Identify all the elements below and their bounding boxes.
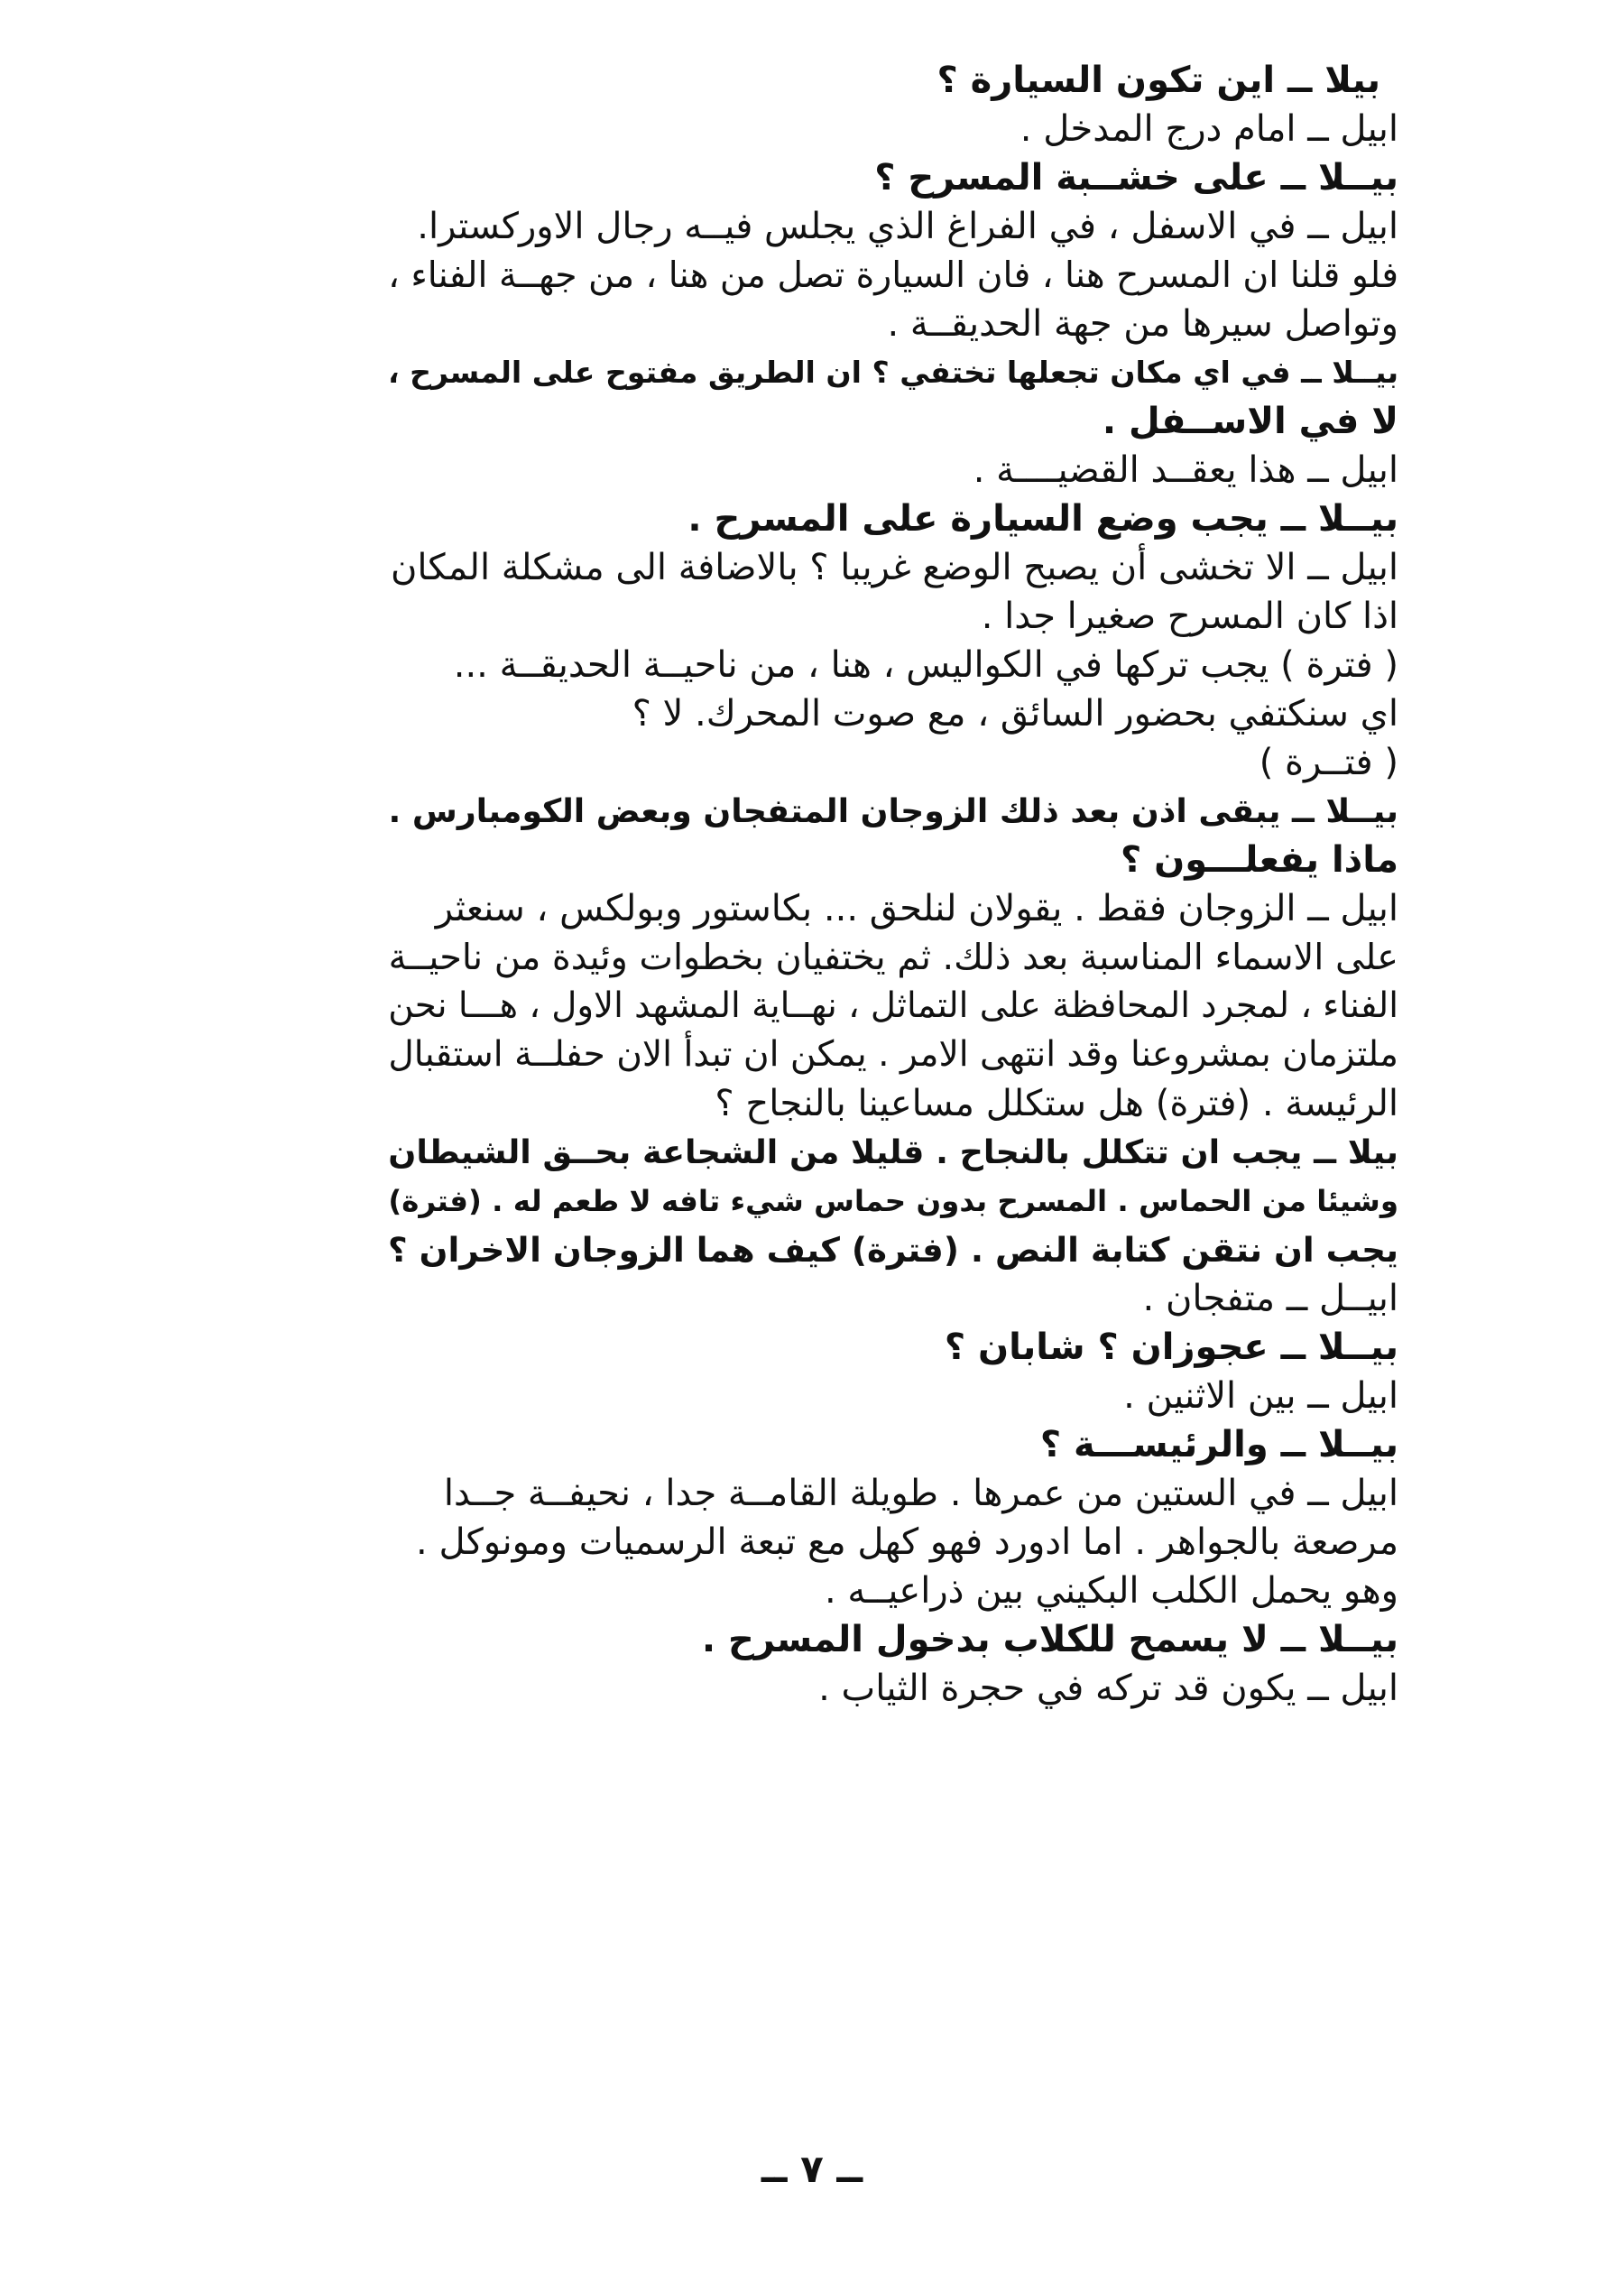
- text-line: ( فترة ) يجب تركها في الكواليس ، هنا ، من ناحيــة الحديقــة ...: [453, 644, 1398, 686]
- text-line: ابيل ــ هذا يعقــد القضيــــة .: [973, 449, 1398, 491]
- text-line: بيلا ــ اين تكون السيارة ؟: [937, 60, 1380, 101]
- text-line: ابيل ــ يكون قد تركه في حجرة الثياب .: [818, 1668, 1398, 1709]
- text-line: بيــلا ــ على خشــبة المسرح ؟: [874, 157, 1398, 199]
- text-line: وتواصل سيرها من جهة الحديقــة .: [887, 303, 1398, 345]
- text-line: بيــلا ــ في اي مكان تجعلها تختفي ؟ ان الطريق مفتوح على المسرح ،: [388, 355, 1398, 390]
- text-line: ملتزمان بمشروعنا وقد انتهى الامر . يمكن ان تبدأ الان حفلــة استقبال: [388, 1034, 1398, 1075]
- text-line: يجب ان نتقن كتابة النص . (فترة) كيف هما الزوجان الاخران ؟: [388, 1230, 1398, 1270]
- text-line: على الاسماء المناسبة بعد ذلك. ثم يختفيان بخطوات وئيدة من ناحيــة: [388, 937, 1398, 978]
- text-line: وهو يحمل الكلب البكيني بين ذراعيــه .: [824, 1570, 1398, 1612]
- text-line: ابيل ــ في الاسفل ، في الفراغ الذي يجلس فيــه رجال الاوركسترا.: [417, 206, 1398, 247]
- text-line: ماذا يفعلـــون ؟: [1120, 839, 1398, 881]
- text-line: بيــلا ــ والرئيســـة ؟: [1039, 1424, 1398, 1465]
- text-line: ابيل ــ الا تخشى أن يصبح الوضع غريبا ؟ بالاضافة الى مشكلة المكان: [390, 547, 1398, 588]
- text-line: ابيل ــ في الستين من عمرها . طويلة القامــة جدا ، نحيفــة جــدا: [443, 1473, 1398, 1514]
- page-number: ــ ٧ ــ: [761, 2147, 863, 2191]
- text-line: الفناء ، لمجرد المحافظة على التماثل ، نهــاية المشهد الاول ، هـــا نحن: [388, 985, 1398, 1026]
- text-line: بيــلا ــ عجوزان ؟ شابان ؟: [944, 1326, 1398, 1368]
- text-line: فلو قلنا ان المسرح هنا ، فان السيارة تصل من هنا ، من جهــة الفناء ،: [388, 254, 1398, 296]
- text-line: الرئيسة . (فترة) هل ستكلل مساعينا بالنجاح ؟: [715, 1083, 1398, 1124]
- text-line: لا في الاســفل .: [1102, 401, 1398, 442]
- text-line: ابيل ــ بين الاثنين .: [1123, 1375, 1398, 1417]
- text-line: بيلا ــ يجب ان تتكلل بالنجاح . قليلا من الشجاعة بحــق الشيطان: [388, 1132, 1398, 1171]
- text-line: ابيل ــ امام درج المدخل .: [1020, 108, 1398, 150]
- text-line: ابيل ــ الزوجان فقط . يقولان لنلحق ... بكاستور وبولكس ، سنعثر: [435, 888, 1398, 929]
- text-line: وشيئا من الحماس . المسرح بدون حماس شيء تافه لا طعم له . (فترة): [388, 1184, 1398, 1218]
- text-line: بيــلا ــ يجب وضع السيارة على المسرح .: [687, 498, 1398, 540]
- text-line: اذا كان المسرح صغيرا جدا .: [981, 596, 1398, 637]
- text-line: بيــلا ــ لا يسمح للكلاب بدخول المسرح .: [701, 1619, 1398, 1660]
- text-line: ( فتــرة ): [1259, 742, 1398, 783]
- text-line: ابيــل ــ متفجان .: [1142, 1278, 1398, 1319]
- text-line: اي سنكتفي بحضور السائق ، مع صوت المحرك. لا ؟: [632, 693, 1398, 735]
- text-line: بيــلا ــ يبقى اذن بعد ذلك الزوجان المتفجان وبعض الكومبارس .: [388, 791, 1398, 830]
- text-line: مرصعة بالجواهر . اما ادورد فهو كهل مع تبعة الرسميات ومونوكل .: [416, 1521, 1398, 1563]
